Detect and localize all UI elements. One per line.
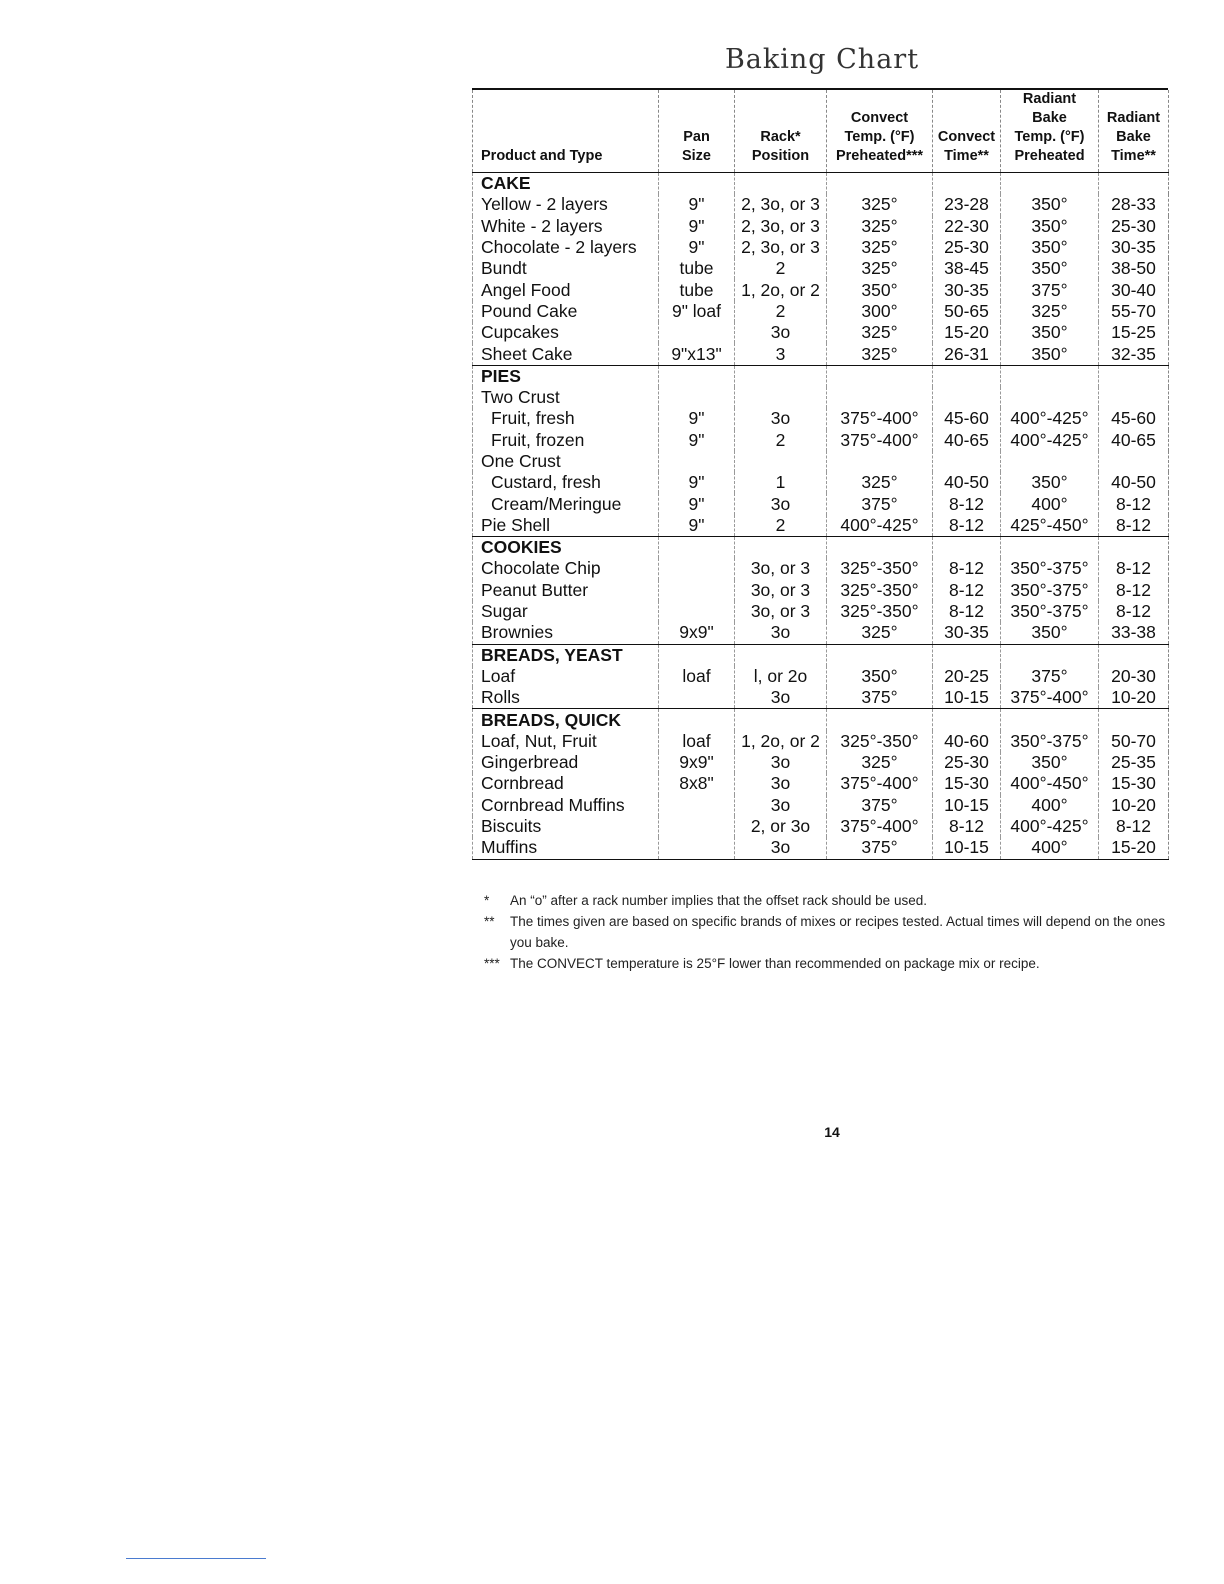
empty-cell [1099,709,1169,731]
pan-cell: 9" [659,194,735,215]
footnote [484,911,1174,953]
table-row [473,752,1169,773]
category-row [473,173,1169,195]
convect-time-cell: 20-25 [933,666,1001,687]
radiant-temp-cell: 400°-425° [1001,408,1099,429]
pan-cell: tube [659,279,735,300]
empty-cell [1001,709,1099,731]
radiant-temp-cell [1001,387,1099,408]
convect-temp-cell: 375°-400° [827,430,933,451]
convect-temp-cell: 325° [827,216,933,237]
radiant-temp-cell: 400° [1001,837,1099,859]
empty-cell [933,365,1001,387]
rack-cell: 3o [735,837,827,859]
rack-cell: 2 [735,258,827,279]
rack-cell: 3o, or 3 [735,580,827,601]
convect-temp-cell: 325°-350° [827,731,933,752]
radiant-time-cell: 38-50 [1099,258,1169,279]
pan-cell [659,816,735,837]
table-row [473,258,1169,279]
product-cell: Biscuits [473,816,659,837]
pan-cell: 9" [659,472,735,493]
radiant-temp-cell: 375°-400° [1001,687,1099,709]
convect-time-cell: 8-12 [933,515,1001,537]
pan-cell [659,387,735,408]
empty-cell [827,173,933,195]
table-row [473,301,1169,322]
empty-cell [659,173,735,195]
convect-temp-cell: 325° [827,472,933,493]
radiant-temp-cell: 350° [1001,216,1099,237]
convect-time-cell: 25-30 [933,237,1001,258]
category-row [473,365,1169,387]
radiant-time-cell: 55-70 [1099,301,1169,322]
radiant-temp-cell [1001,451,1099,472]
radiant-temp-cell: 350° [1001,343,1099,365]
convect-time-cell: 40-60 [933,731,1001,752]
radiant-time-cell: 25-30 [1099,216,1169,237]
pan-cell [659,837,735,859]
rack-cell: 3o [735,622,827,644]
radiant-temp-cell: 375° [1001,666,1099,687]
product-cell: Loaf, Nut, Fruit [473,731,659,752]
convect-time-cell: 8-12 [933,580,1001,601]
product-cell: Cornbread Muffins [473,795,659,816]
rack-cell: l, or 2o [735,666,827,687]
radiant-temp-cell: 400° [1001,493,1099,514]
convect-temp-cell: 375°-400° [827,773,933,794]
radiant-time-cell: 8-12 [1099,493,1169,514]
table-row [473,451,1169,472]
product-cell: Loaf [473,666,659,687]
header-convect-temp: Convect Temp. (°F) Preheated*** [827,90,933,173]
pan-cell: loaf [659,666,735,687]
radiant-time-cell: 40-50 [1099,472,1169,493]
table-row [473,816,1169,837]
radiant-time-cell: 33-38 [1099,622,1169,644]
convect-temp-cell: 300° [827,301,933,322]
page-title: Baking Chart [724,44,920,75]
empty-cell [1099,537,1169,559]
radiant-temp-cell: 375° [1001,279,1099,300]
rack-cell: 3o, or 3 [735,558,827,579]
footnote [484,953,1174,974]
empty-cell [659,709,735,731]
radiant-temp-cell: 400°-425° [1001,430,1099,451]
product-cell: Rolls [473,687,659,709]
radiant-time-cell: 25-35 [1099,752,1169,773]
convect-temp-cell: 350° [827,279,933,300]
product-cell: Pie Shell [473,515,659,537]
product-cell: Cornbread [473,773,659,794]
convect-time-cell: 8-12 [933,558,1001,579]
table-row [473,216,1169,237]
product-cell: Fruit, frozen [473,430,659,451]
radiant-temp-cell: 350° [1001,258,1099,279]
radiant-temp-cell: 350° [1001,194,1099,215]
radiant-time-cell [1099,451,1169,472]
rack-cell: 3o [735,687,827,709]
rack-cell: 3o [735,408,827,429]
footnotes [484,890,1174,974]
radiant-time-cell: 30-35 [1099,237,1169,258]
convect-time-cell: 22-30 [933,216,1001,237]
convect-time-cell: 38-45 [933,258,1001,279]
empty-cell [933,537,1001,559]
radiant-time-cell: 10-20 [1099,687,1169,709]
table-row [473,558,1169,579]
page-number: 14 [824,1124,840,1140]
empty-cell [827,537,933,559]
radiant-temp-cell: 350°-375° [1001,580,1099,601]
rack-cell [735,387,827,408]
rack-cell: 3o [735,322,827,343]
product-cell: Chocolate - 2 layers [473,237,659,258]
empty-cell [933,173,1001,195]
radiant-temp-cell: 350° [1001,622,1099,644]
empty-cell [1099,173,1169,195]
pan-cell: tube [659,258,735,279]
empty-cell [827,644,933,666]
rack-cell: 1 [735,472,827,493]
radiant-temp-cell: 350°-375° [1001,558,1099,579]
convect-temp-cell [827,451,933,472]
empty-cell [933,644,1001,666]
category-label: CAKE [473,173,659,195]
table-row [473,687,1169,709]
empty-cell [659,365,735,387]
radiant-time-cell: 50-70 [1099,731,1169,752]
radiant-time-cell: 8-12 [1099,515,1169,537]
header-convect-time: Convect Time** [933,90,1001,173]
convect-time-cell: 15-20 [933,322,1001,343]
empty-cell [735,709,827,731]
empty-cell [735,644,827,666]
convect-temp-cell [827,387,933,408]
rack-cell: 2, 3o, or 3 [735,237,827,258]
empty-cell [659,537,735,559]
baking-chart [472,88,1168,860]
convect-temp-cell: 325°-350° [827,601,933,622]
pan-cell: 9x9" [659,752,735,773]
radiant-time-cell: 28-33 [1099,194,1169,215]
table-row [473,515,1169,537]
convect-temp-cell: 325°-350° [827,558,933,579]
convect-time-cell: 40-50 [933,472,1001,493]
convect-temp-cell: 400°-425° [827,515,933,537]
table-row [473,343,1169,365]
pan-cell: loaf [659,731,735,752]
empty-cell [1001,173,1099,195]
table-row [473,795,1169,816]
convect-time-cell: 10-15 [933,795,1001,816]
empty-cell [1001,644,1099,666]
pan-cell: 9" [659,515,735,537]
empty-cell [659,644,735,666]
radiant-time-cell: 20-30 [1099,666,1169,687]
empty-cell [1099,644,1169,666]
radiant-temp-cell: 400°-425° [1001,816,1099,837]
chart-body [473,173,1169,860]
footnote [484,890,1174,911]
rack-cell: 3o [735,773,827,794]
convect-time-cell: 10-15 [933,687,1001,709]
footnote-text: The CONVECT temperature is 25°F lower than recommended on package mix or recipe. [510,956,1040,971]
baking-chart-table [472,90,1169,860]
rack-cell: 2 [735,301,827,322]
convect-time-cell: 30-35 [933,622,1001,644]
product-cell: Pound Cake [473,301,659,322]
convect-temp-cell: 375° [827,837,933,859]
link-underline [126,1558,266,1559]
footnote-mark: *** [484,956,500,971]
product-cell: Gingerbread [473,752,659,773]
product-cell: White - 2 layers [473,216,659,237]
footnote-mark: ** [484,914,495,929]
empty-cell [1001,365,1099,387]
footnote-text: The times given are based on specific brands of mixes or recipes tested. Actual times will depend on the ones you bake. [510,914,1166,950]
radiant-temp-cell: 400°-450° [1001,773,1099,794]
empty-cell [933,709,1001,731]
pan-cell [659,451,735,472]
convect-time-cell: 45-60 [933,408,1001,429]
category-label: COOKIES [473,537,659,559]
pan-cell: 9" loaf [659,301,735,322]
pan-cell [659,601,735,622]
product-cell: Peanut Butter [473,580,659,601]
table-row [473,194,1169,215]
radiant-time-cell: 32-35 [1099,343,1169,365]
rack-cell: 1, 2o, or 2 [735,279,827,300]
table-row [473,430,1169,451]
product-cell: Cream/Meringue [473,493,659,514]
convect-temp-cell: 325° [827,194,933,215]
radiant-time-cell: 15-20 [1099,837,1169,859]
convect-time-cell: 8-12 [933,601,1001,622]
pan-cell [659,558,735,579]
rack-cell: 3o [735,752,827,773]
convect-temp-cell: 375°-400° [827,816,933,837]
radiant-temp-cell: 350° [1001,472,1099,493]
convect-temp-cell: 375° [827,493,933,514]
radiant-time-cell: 15-25 [1099,322,1169,343]
pan-cell: 9" [659,408,735,429]
empty-cell [735,173,827,195]
header-row [473,90,1169,173]
pan-cell: 9" [659,216,735,237]
product-cell: Bundt [473,258,659,279]
header-radiant-time: Radiant Bake Time** [1099,90,1169,173]
product-cell: Yellow - 2 layers [473,194,659,215]
convect-temp-cell: 325°-350° [827,580,933,601]
category-label: BREADS, YEAST [473,644,659,666]
empty-cell [1099,365,1169,387]
header-product: Product and Type [473,90,659,173]
empty-cell [735,537,827,559]
category-label: BREADS, QUICK [473,709,659,731]
convect-time-cell: 30-35 [933,279,1001,300]
product-cell: Angel Food [473,279,659,300]
convect-time-cell: 26-31 [933,343,1001,365]
radiant-time-cell: 45-60 [1099,408,1169,429]
convect-temp-cell: 325° [827,752,933,773]
convect-time-cell [933,451,1001,472]
rack-cell [735,451,827,472]
pan-cell: 8x8" [659,773,735,794]
convect-time-cell: 50-65 [933,301,1001,322]
convect-temp-cell: 325° [827,322,933,343]
radiant-time-cell: 10-20 [1099,795,1169,816]
table-row [473,666,1169,687]
convect-time-cell: 25-30 [933,752,1001,773]
pan-cell: 9" [659,493,735,514]
convect-time-cell: 15-30 [933,773,1001,794]
radiant-time-cell: 8-12 [1099,580,1169,601]
category-row [473,709,1169,731]
table-row [473,237,1169,258]
radiant-temp-cell: 350° [1001,752,1099,773]
rack-cell: 1, 2o, or 2 [735,731,827,752]
product-cell: Custard, fresh [473,472,659,493]
convect-time-cell: 8-12 [933,816,1001,837]
footnote-text: An “o” after a rack number implies that the offset rack should be used. [510,893,927,908]
radiant-temp-cell: 325° [1001,301,1099,322]
radiant-temp-cell: 350° [1001,237,1099,258]
header-radiant-temp: Radiant Bake Temp. (°F) Preheated [1001,90,1099,173]
table-row [473,493,1169,514]
table-row [473,773,1169,794]
pan-cell [659,795,735,816]
pan-cell [659,322,735,343]
convect-time-cell: 10-15 [933,837,1001,859]
table-row [473,601,1169,622]
table-row [473,408,1169,429]
radiant-temp-cell: 425°-450° [1001,515,1099,537]
convect-temp-cell: 375° [827,687,933,709]
table-row [473,731,1169,752]
pan-cell: 9"x13" [659,343,735,365]
convect-temp-cell: 325° [827,258,933,279]
rack-cell: 3o [735,795,827,816]
empty-cell [827,709,933,731]
category-row [473,644,1169,666]
product-cell: Cupcakes [473,322,659,343]
table-row [473,580,1169,601]
convect-time-cell: 40-65 [933,430,1001,451]
convect-temp-cell: 325° [827,343,933,365]
rack-cell: 3o [735,493,827,514]
product-cell: Sheet Cake [473,343,659,365]
pan-cell [659,580,735,601]
rack-cell: 3 [735,343,827,365]
radiant-time-cell: 8-12 [1099,601,1169,622]
table-row [473,622,1169,644]
product-cell: Brownies [473,622,659,644]
convect-temp-cell: 350° [827,666,933,687]
rack-cell: 2, 3o, or 3 [735,194,827,215]
radiant-temp-cell: 350° [1001,322,1099,343]
rack-cell: 2 [735,515,827,537]
table-row [473,472,1169,493]
convect-temp-cell: 375°-400° [827,408,933,429]
table-row [473,837,1169,859]
empty-cell [827,365,933,387]
radiant-time-cell: 8-12 [1099,816,1169,837]
convect-time-cell [933,387,1001,408]
convect-temp-cell: 325° [827,622,933,644]
convect-temp-cell: 375° [827,795,933,816]
table-row [473,279,1169,300]
pan-cell: 9x9" [659,622,735,644]
pan-cell: 9" [659,237,735,258]
product-cell: Muffins [473,837,659,859]
product-cell: Two Crust [473,387,659,408]
footnote-mark: * [484,893,490,908]
product-cell: One Crust [473,451,659,472]
empty-cell [735,365,827,387]
radiant-time-cell: 30-40 [1099,279,1169,300]
product-cell: Fruit, fresh [473,408,659,429]
radiant-temp-cell: 350°-375° [1001,601,1099,622]
table-row [473,322,1169,343]
convect-time-cell: 23-28 [933,194,1001,215]
category-row [473,537,1169,559]
header-pan-size: Pan Size [659,90,735,173]
radiant-time-cell: 15-30 [1099,773,1169,794]
table-row [473,387,1169,408]
radiant-temp-cell: 400° [1001,795,1099,816]
radiant-time-cell: 40-65 [1099,430,1169,451]
radiant-time-cell: 8-12 [1099,558,1169,579]
pan-cell: 9" [659,430,735,451]
radiant-temp-cell: 350°-375° [1001,731,1099,752]
rack-cell: 2, 3o, or 3 [735,216,827,237]
radiant-time-cell [1099,387,1169,408]
empty-cell [1001,537,1099,559]
rack-cell: 2 [735,430,827,451]
header-rack-position: Rack* Position [735,90,827,173]
pan-cell [659,687,735,709]
category-label: PIES [473,365,659,387]
convect-time-cell: 8-12 [933,493,1001,514]
convect-temp-cell: 325° [827,237,933,258]
rack-cell: 2, or 3o [735,816,827,837]
product-cell: Sugar [473,601,659,622]
product-cell: Chocolate Chip [473,558,659,579]
rack-cell: 3o, or 3 [735,601,827,622]
